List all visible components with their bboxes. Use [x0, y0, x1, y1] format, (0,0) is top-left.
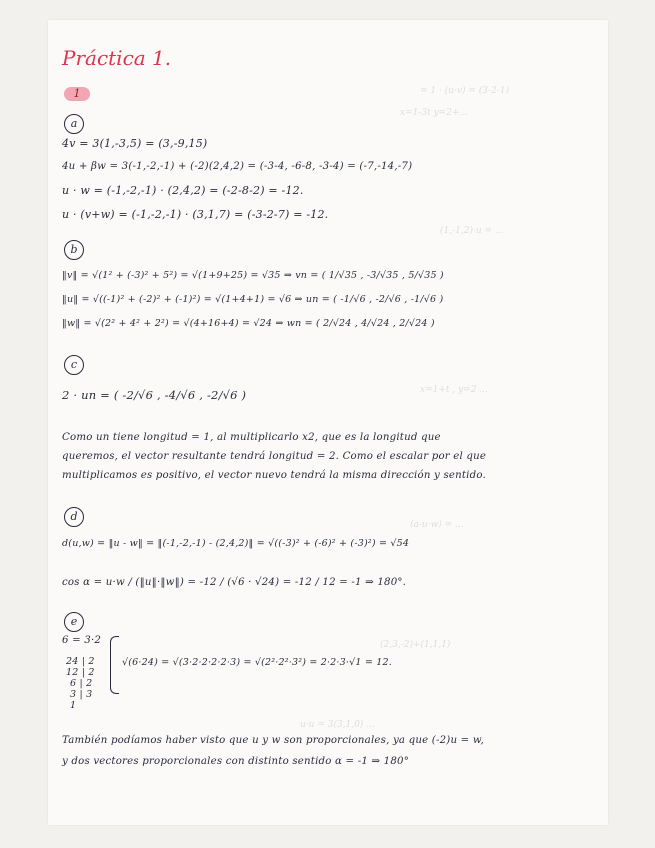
- ghost-text: (a-u·w) = ...: [410, 520, 464, 530]
- part-e-label: e: [64, 612, 84, 632]
- part-c-paragraph-line-3: multiplicamos es positivo, el vector nuevo tendrá la misma dirección y sentido.: [62, 470, 486, 481]
- part-e-factor: 6 = 3·2: [62, 635, 102, 646]
- part-a-line-2: 4u + βw = 3(-1,-2,-1) + (-2)(2,4,2) = (-3-4, -6-8, -3-4) = (-7,-14,-7): [62, 161, 413, 172]
- part-e-paragraph-line-1: También podíamos haber visto que u y w son proporcionales, ya que (-2)u = w,: [62, 735, 484, 746]
- part-d-distance: d(u,w) = ‖u - w‖ = ‖(-1,-2,-1) - (2,4,2)‖ = √((-3)² + (-6)² + (-3)²) = √54: [62, 538, 410, 549]
- part-d-label: d: [64, 507, 84, 527]
- ghost-text: u·u = 3(3,1,0) ...: [300, 720, 375, 730]
- factorization-row: 3 | 3: [70, 689, 93, 700]
- part-b-line-2: ‖u‖ = √((-1)² + (-2)² + (-1)²) = √(1+4+1) = √6 ⇒ un = ( -1/√6 , -2/√6 , -1/√6 ): [62, 294, 444, 305]
- ghost-text: (1,-1,2)·u = ...: [440, 226, 504, 236]
- part-b-label: b: [64, 240, 84, 260]
- part-c-paragraph-line-2: queremos, el vector resultante tendrá longitud = 2. Como el escalar por el que: [62, 451, 487, 462]
- part-a-line-4: u · (v+w) = (-1,-2,-1) · (3,1,7) = (-3-2-7) = -12.: [62, 208, 329, 221]
- part-a-label: a: [64, 114, 84, 134]
- factorization-row: 24 | 2: [66, 656, 95, 667]
- ghost-text: = 1 · (u·v) = (3-2-1): [420, 86, 510, 96]
- part-e-sqrt-line: √(6·24) = √(3·2·2·2·2·3) = √(2²·2²·3²) = 2·2·3·√1 = 12.: [122, 657, 392, 668]
- part-a-line-1: 4v = 3(1,-3,5) = (3,-9,15): [62, 137, 208, 150]
- part-c-label: c: [64, 355, 84, 375]
- part-e-paragraph-line-2: y dos vectores proporcionales con distinto sentido α = -1 ⇒ 180°: [62, 756, 409, 767]
- part-d-cosine: cos α = u·w / (‖u‖·‖w‖) = -12 / (√6 · √24) = -12 / 12 = -1 ⇒ 180°.: [62, 577, 407, 588]
- page-title: Práctica 1.: [62, 46, 172, 70]
- ghost-text: x=1+t , y=2 ...: [420, 385, 488, 395]
- ghost-text: x=1-3t y=2+...: [400, 108, 469, 118]
- part-b-line-1: ‖v‖ = √(1² + (-3)² + 5²) = √(1+9+25) = √35 ⇒ vn = ( 1/√35 , -3/√35 , 5/√35 ): [62, 270, 444, 281]
- part-c-paragraph-line-1: Como un tiene longitud = 1, al multiplicarlo x2, que es la longitud que: [62, 432, 441, 443]
- ghost-text: (2,3,-2)+(1,1,1): [380, 640, 451, 650]
- curly-brace: [110, 636, 119, 694]
- part-c-formula: 2 · un = ( -2/√6 , -4/√6 , -2/√6 ): [62, 388, 247, 402]
- part-b-line-3: ‖w‖ = √(2² + 4² + 2²) = √(4+16+4) = √24 ⇒ wn = ( 2/√24 , 4/√24 , 2/√24 ): [62, 318, 435, 329]
- exercise-number-badge: 1: [64, 87, 90, 101]
- factorization-row: 1: [70, 700, 77, 711]
- factorization-row: 6 | 2: [70, 678, 93, 689]
- part-a-line-3: u · w = (-1,-2,-1) · (2,4,2) = (-2-8-2) = -12.: [62, 184, 304, 197]
- factorization-row: 12 | 2: [66, 667, 95, 678]
